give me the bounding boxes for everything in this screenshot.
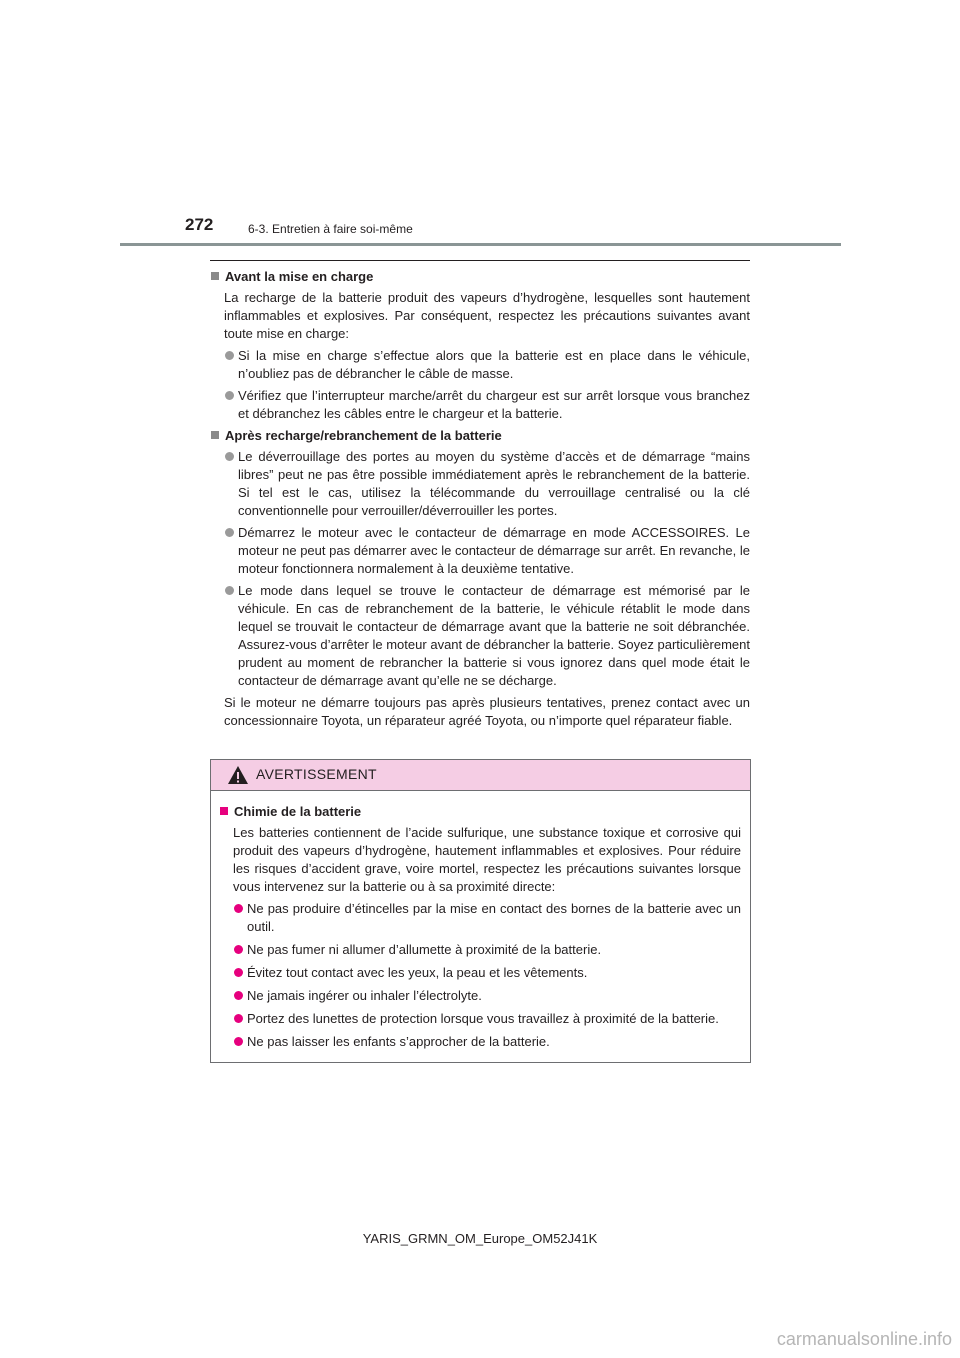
paragraph: Si le moteur ne démarre toujours pas après plusieurs tentatives, prenez contact avec un concessionnaire Toyota, un réparateur agréé Toyota, ou n’importe quel réparateur fiable. [224,695,750,728]
list-item [219,1010,741,1028]
content-divider [210,260,750,261]
list-item [219,987,741,1005]
circle-bullet-icon [234,904,243,913]
square-bullet-icon [220,807,228,815]
list-item [210,524,750,578]
square-bullet-icon [211,431,219,439]
warning-header [211,760,750,791]
circle-bullet-icon [225,528,234,537]
list-item-text: Le déverrouillage des portes au moyen du système d’accès et de démarrage “mains libres” peut ne pas être possible immédiatement après le rebranchement de la batterie. Si tel est le cas, utilisez la télécommande du verrouillage centralisé ou la clé conventionnelle pour verrouiller/déverrouiller les portes. [238,449,750,518]
list-item-text: Vérifiez que l’interrupteur marche/arrêt du chargeur est sur arrêt lorsque vous branchez et débranchez les câbles entre le chargeur et la batterie. [238,388,750,421]
document-id: YARIS_GRMN_OM_Europe_OM52J41K [362,1231,598,1246]
warning-title: AVERTISSEMENT [256,766,377,782]
list-item [219,941,741,959]
heading-text: Après recharge/rebranchement de la batterie [225,428,502,443]
page-number: 272 [185,215,214,234]
list-item [210,387,750,423]
list-item [210,448,750,520]
list-item-text: Démarrez le moteur avec le contacteur de démarrage en mode ACCESSOIRES. Le moteur ne peut pas démarrer avec le contacteur de démarrage sur arrêt. En revanche, le moteur fonctionnera normalement à la deuxième tentative. [238,525,750,576]
list-item [219,1033,741,1051]
square-bullet-icon [211,272,219,280]
list-item [219,900,741,936]
paragraph: La recharge de la batterie produit des vapeurs d’hydrogène, lesquelles sont hautement inflammables et explosives. Par conséquent, respectez les précautions suivantes avant toute mise en charge: [224,290,750,341]
list-item-text: Ne jamais ingérer ou inhaler l’électrolyte. [247,988,482,1003]
list-item [210,347,750,383]
circle-bullet-icon [225,351,234,360]
heading-text: Avant la mise en charge [225,269,374,284]
main-content [210,268,750,730]
circle-bullet-icon [225,586,234,595]
list-item [219,964,741,982]
list-item-text: Ne pas produire d’étincelles par la mise en contact des bornes de la batterie avec un outil. [247,901,741,934]
header-divider [120,243,841,246]
section-heading [210,427,750,445]
list-item-text: Évitez tout contact avec les yeux, la peau et les vêtements. [247,965,588,980]
list-item-text: Ne pas laisser les enfants s’approcher de la batterie. [247,1034,550,1049]
list-item-text: Le mode dans lequel se trouve le contacteur de démarrage est mémorisé par le véhicule. En cas de rebranchement de la batterie, le véhicule rétablit le mode dans lequel se trouvait le contacteur de démarrage avant que la batterie ne soit débranchée. Assurez-vous d’arrêter le moteur avant de débrancher la batterie. Soyez particulièrement prudent au moment de rebrancher la batterie si vous ignorez dans quel mode était le contacteur de démarrage avant qu’elle ne se décharge. [238,583,750,688]
heading-text: Chimie de la batterie [234,804,362,819]
circle-bullet-icon [234,968,243,977]
circle-bullet-icon [225,391,234,400]
list-item [210,582,750,690]
list-item-text: Portez des lunettes de protection lorsque vous travaillez à proximité de la batterie. [247,1011,719,1026]
paragraph: Les batteries contiennent de l’acide sulfurique, une substance toxique et corrosive qui produit des vapeurs d’hydrogène, hautement inflammables et explosives. Pour réduire les risques d’accident grave, voire mortel, respectez les précautions suivantes lorsque vous intervenez sur la batterie ou à sa proximité directe: [233,825,741,894]
circle-bullet-icon [234,991,243,1000]
circle-bullet-icon [234,1037,243,1046]
section-heading [210,268,750,286]
warning-body [211,791,750,1051]
warning-box [210,759,751,1063]
circle-bullet-icon [234,945,243,954]
section-title: 6-3. Entretien à faire soi-même [248,222,413,236]
warning-triangle-icon [227,765,249,785]
circle-bullet-icon [234,1014,243,1023]
watermark: carmanualsonline.info [776,1329,952,1349]
list-item-text: Ne pas fumer ni allumer d’allumette à proximité de la batterie. [247,942,602,957]
circle-bullet-icon [225,452,234,461]
list-item-text: Si la mise en charge s’effectue alors que la batterie est en place dans le véhicule, n’oubliez pas de débrancher le câble de masse. [238,348,750,381]
warning-heading [219,803,741,821]
